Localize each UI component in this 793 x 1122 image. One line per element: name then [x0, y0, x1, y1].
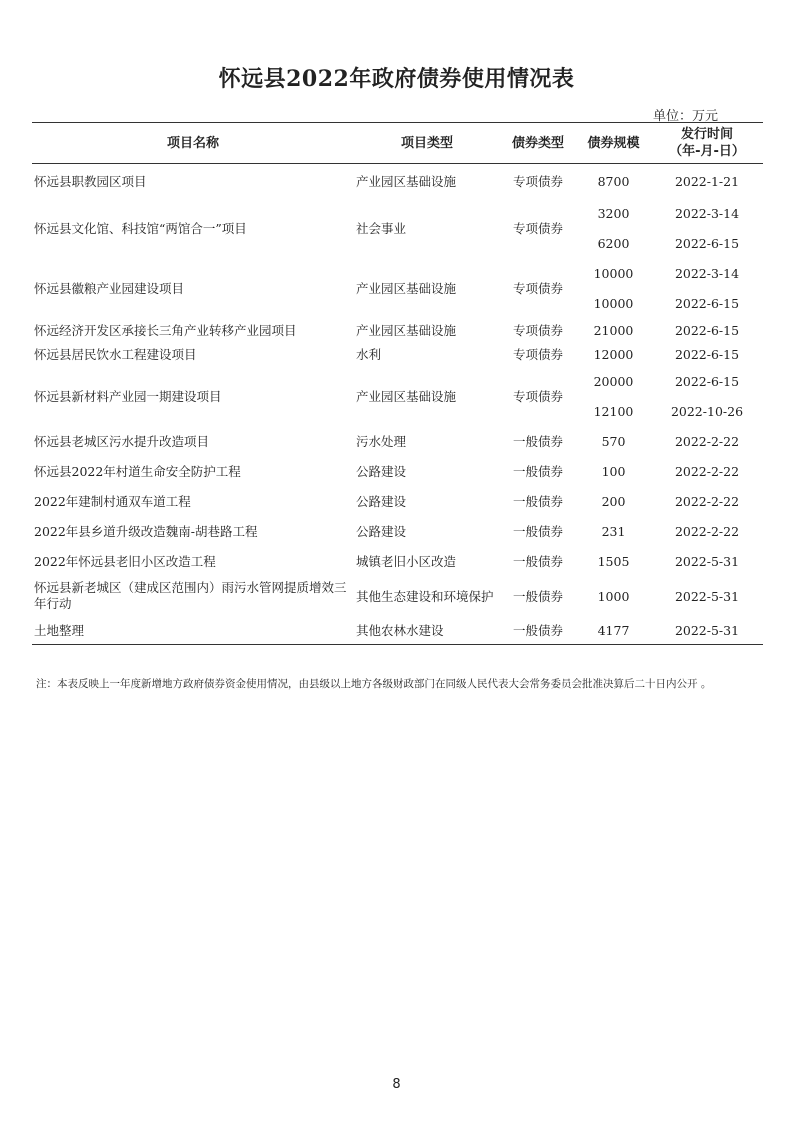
issue-date-value: 2022-2-22: [674, 463, 740, 479]
bond-usage-table: [32, 122, 763, 645]
table-body: [32, 164, 763, 645]
footnote: 注：本表反映上一年度新增地方政府债券资金使用情况，由县级以上地方各级财政部门在同级人民代表大会常务委员会批准决算后二十日内公开 。: [36, 678, 712, 690]
bond-amount-cell: [576, 486, 651, 516]
project-name-cell: 怀远县老城区污水提升改造项目: [34, 434, 210, 449]
issue-date-value: 2022-6-15: [674, 235, 740, 251]
bond-amount-cell: [576, 318, 651, 342]
table-row: [32, 486, 763, 516]
bond-amount-cell: [576, 546, 651, 576]
issue-date-value: 2022-10-26: [670, 403, 744, 419]
bond-category-cell: 一般债券: [512, 524, 563, 539]
bond-category-cell: 一般债券: [512, 554, 563, 569]
header-project-type: 项目类型: [354, 123, 500, 164]
issue-date-cell: [651, 456, 763, 486]
header-issue-date-line2: （年-月-日）: [669, 144, 745, 159]
bond-category-cell: 一般债券: [500, 616, 576, 645]
project-type-cell: 水利: [356, 347, 382, 362]
bond-category-cell: 一般债券: [512, 434, 563, 449]
issue-date-cell: [651, 616, 763, 645]
page-title: 怀远县2022年政府债券使用情况表: [218, 66, 575, 92]
bond-amount-cell: [576, 516, 651, 546]
bond-amount-value: 12000: [593, 346, 634, 362]
project-type-cell: 产业园区基础设施: [356, 281, 457, 296]
issue-date-cell: [651, 516, 763, 546]
project-type-cell: 公路建设: [356, 524, 407, 539]
issue-date-cell: [651, 164, 763, 199]
project-type-cell: 产业园区基础设施: [356, 174, 457, 189]
bond-category-cell: 一般债券: [512, 589, 563, 604]
bond-amount-value: 1000: [597, 588, 630, 604]
project-type-cell: 其他农林水建设: [354, 616, 500, 645]
bond-amount-cell: [576, 456, 651, 486]
bond-category-cell: 专项债券: [512, 389, 563, 404]
bond-amount-value: 8700: [597, 173, 630, 189]
bond-amount-value: 10000: [593, 265, 634, 281]
issue-date-value: 2022-5-31: [674, 588, 740, 604]
bond-amount-value: 6200: [597, 235, 630, 251]
issue-date-value: 2022-3-14: [674, 265, 740, 281]
table-row: [32, 576, 763, 616]
issue-date-value: 2022-5-31: [674, 553, 740, 569]
bond-category-cell: 专项债券: [512, 323, 563, 338]
project-type-cell: 公路建设: [356, 464, 407, 479]
project-name-cell: 土地整理: [32, 616, 354, 645]
bond-category-cell: 专项债券: [512, 347, 563, 362]
issue-date-cell: [651, 426, 763, 456]
issue-date-cell: [651, 546, 763, 576]
project-name-cell: 怀远县新老城区（建成区范围内）雨污水管网提质增效三年行动: [34, 580, 347, 611]
table-row: [32, 198, 763, 258]
issue-date-value: 2022-6-15: [674, 295, 740, 311]
table-row: [32, 258, 763, 318]
project-name-cell: 2022年县乡道升级改造魏南-胡巷路工程: [34, 524, 258, 539]
bond-amount-value: 20000: [593, 373, 634, 389]
bond-amount-cell: [576, 164, 651, 199]
issue-date-value: 2022-5-31: [674, 622, 740, 638]
issue-date-cell: [651, 198, 763, 258]
project-name-cell: 2022年建制村通双车道工程: [34, 494, 191, 509]
bond-amount-value: 12100: [593, 403, 634, 419]
bond-amount-value: 1505: [597, 553, 630, 569]
issue-date-cell: [651, 258, 763, 318]
issue-date-cell: [651, 366, 763, 426]
issue-date-value: 2022-6-15: [674, 373, 740, 389]
bond-amount-cell: [576, 198, 651, 258]
project-name-cell: 2022年怀远县老旧小区改造工程: [34, 554, 216, 569]
table-row: [32, 546, 763, 576]
bond-amount-value: 4177: [597, 622, 630, 638]
project-type-cell: 其他生态建设和环境保护: [356, 589, 494, 604]
bond-amount-value: 10000: [593, 295, 634, 311]
bond-amount-cell: [576, 366, 651, 426]
table-row: [32, 342, 763, 366]
issue-date-cell: [651, 318, 763, 342]
project-type-cell: 城镇老旧小区改造: [356, 554, 457, 569]
issue-date-value: 2022-6-15: [674, 322, 740, 338]
unit-label: 单位：万元: [653, 109, 719, 124]
issue-date-value: 2022-1-21: [674, 173, 740, 189]
project-name-cell: 怀远县新材料产业园一期建设项目: [34, 389, 222, 404]
project-type-cell: 产业园区基础设施: [356, 389, 457, 404]
bond-category-cell: 一般债券: [512, 494, 563, 509]
project-name-cell: 怀远经济开发区承接长三角产业转移产业园项目: [34, 323, 297, 338]
bond-amount-cell: [576, 616, 651, 645]
table-row: [32, 366, 763, 426]
bond-amount-value: 3200: [597, 205, 630, 221]
issue-date-value: 2022-6-15: [674, 346, 740, 362]
table-row: [32, 456, 763, 486]
issue-date-value: 2022-2-22: [674, 493, 740, 509]
table-header-row: [32, 123, 763, 164]
bond-amount-value: 570: [601, 433, 626, 449]
issue-date-cell: [651, 342, 763, 366]
bond-amount-cell: [576, 342, 651, 366]
issue-date-value: 2022-2-22: [674, 523, 740, 539]
project-type-cell: 污水处理: [356, 434, 407, 449]
header-bond-category: 债券类型: [500, 123, 576, 164]
header-issue-date-line1: 发行时间: [680, 127, 733, 142]
table-row: [32, 426, 763, 456]
project-type-cell: 产业园区基础设施: [356, 323, 457, 338]
header-bond-amount: 债券规模: [576, 123, 651, 164]
project-name-cell: 怀远县2022年村道生命安全防护工程: [34, 464, 241, 479]
bond-amount-value: 231: [601, 523, 626, 539]
bond-amount-cell: [576, 426, 651, 456]
issue-date-cell: [651, 486, 763, 516]
header-project-name: 项目名称: [32, 123, 354, 164]
bond-amount-value: 100: [601, 463, 626, 479]
bond-category-cell: 一般债券: [512, 464, 563, 479]
project-name-cell: 怀远县文化馆、科技馆“两馆合一”项目: [34, 221, 247, 236]
bond-amount-value: 21000: [593, 322, 634, 338]
bond-category-cell: 专项债券: [512, 174, 563, 189]
bond-amount-value: 200: [601, 493, 626, 509]
table-row: [32, 318, 763, 342]
page-number: 8: [392, 1077, 401, 1092]
header-issue-date: [651, 123, 763, 164]
table-row: [32, 616, 763, 645]
project-name-cell: 怀远县居民饮水工程建设项目: [34, 347, 197, 362]
bond-amount-cell: [576, 258, 651, 318]
project-name-cell: 怀远县职教园区项目: [34, 174, 147, 189]
issue-date-value: 2022-2-22: [674, 433, 740, 449]
issue-date-value: 2022-3-14: [674, 205, 740, 221]
project-name-cell: 怀远县徽粮产业园建设项目: [34, 281, 185, 296]
project-type-cell: 公路建设: [356, 494, 407, 509]
table-row: [32, 516, 763, 546]
bond-amount-cell: [576, 576, 651, 616]
issue-date-cell: [651, 576, 763, 616]
table-row: [32, 164, 763, 199]
project-type-cell: 社会事业: [356, 221, 407, 236]
bond-category-cell: 专项债券: [512, 281, 563, 296]
bond-category-cell: 专项债券: [512, 221, 563, 236]
